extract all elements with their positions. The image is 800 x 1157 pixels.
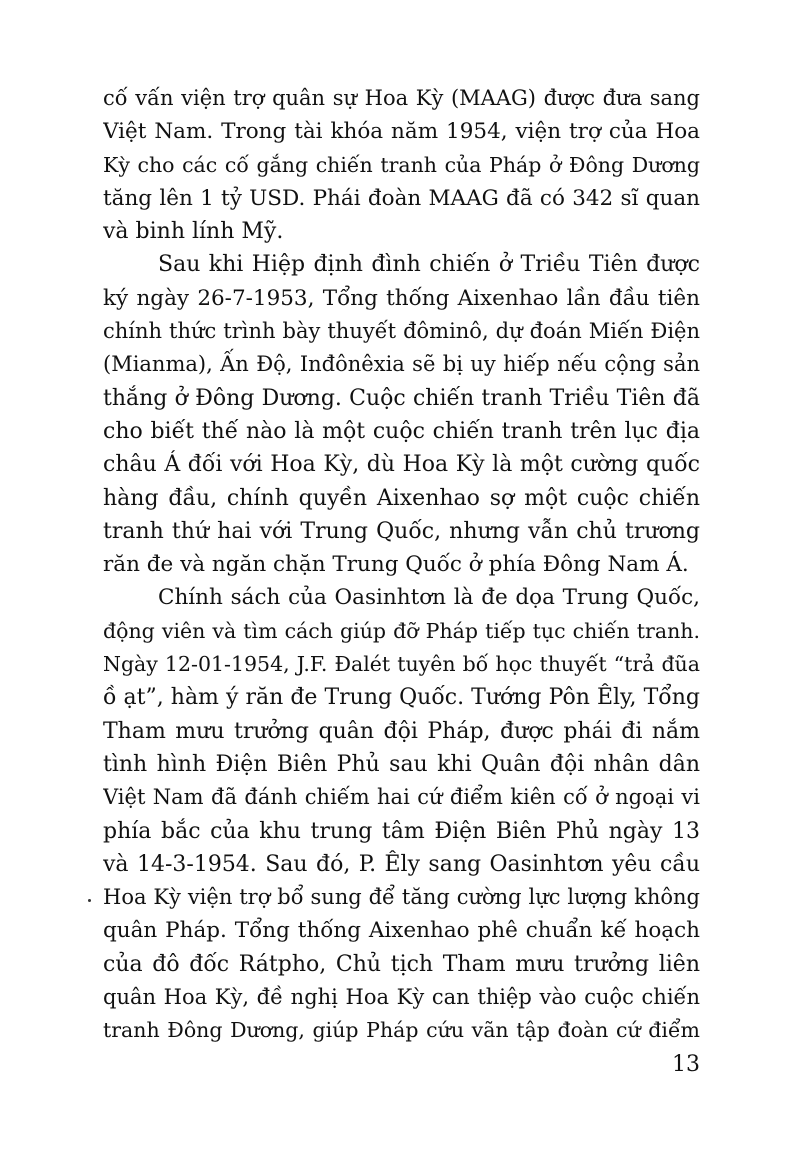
text-line: châu Á đối với Hoa Kỳ, dù Hoa Kỳ là một cường quốc xyxy=(103,452,700,478)
text-line: răn đe và ngăn chặn Trung Quốc ở phía Đông Nam Á. xyxy=(103,552,689,578)
text-line: quân Pháp. Tổng thống Aixenhao phê chuẩn kế hoạch xyxy=(103,918,700,944)
text-line: Việt Nam. Trong tài khóa năm 1954, viện trợ của Hoa xyxy=(103,119,700,145)
page-number: 13 xyxy=(672,1052,700,1077)
text-line: cố vấn viện trợ quân sự Hoa Kỳ (MAAG) được đưa sang xyxy=(103,86,700,110)
text-line: tăng lên 1 tỷ USD. Phái đoàn MAAG đã có 342 sĩ quan xyxy=(103,185,700,211)
text-line: Ngày 12-01-1954, J.F. Đalét tuyên bố học thuyết “trả đũa xyxy=(103,652,700,677)
text-line: Kỳ cho các cố gắng chiến tranh của Pháp ở Đông Dương xyxy=(103,152,700,177)
text-line: tranh Đông Dương, giúp Pháp cứu vãn tập đoàn cứ điểm xyxy=(103,1018,700,1043)
text-line: Chính sách của Oasinhtơn là đe dọa Trung Quốc, xyxy=(158,585,700,611)
paragraph xyxy=(103,82,700,248)
paragraph xyxy=(103,581,700,1047)
text-line: thắng ở Đông Dương. Cuộc chiến tranh Triều Tiên đã xyxy=(103,385,700,411)
text-line: hàng đầu, chính quyền Aixenhao sợ một cuộc chiến xyxy=(103,485,700,511)
scan-speck xyxy=(88,899,91,902)
text-line: tình hình Điện Biên Phủ sau khi Quân đội nhân dân xyxy=(103,751,700,777)
text-line: cho biết thế nào là một cuộc chiến tranh trên lục địa xyxy=(103,418,700,444)
text-line: của đô đốc Rátpho, Chủ tịch Tham mưu trưởng liên xyxy=(103,951,700,977)
text-line: và binh lính Mỹ. xyxy=(103,219,284,245)
text-line: chính thức trình bày thuyết đôminô, dự đoán Miến Điện xyxy=(103,319,700,344)
text-line: và 14-3-1954. Sau đó, P. Êly sang Oasinhtơn yêu cầu xyxy=(103,851,700,877)
text-line: phía bắc của khu trung tâm Điện Biên Phủ ngày 13 xyxy=(103,818,700,844)
text-line: Hoa Kỳ viện trợ bổ sung để tăng cường lực lượng không xyxy=(103,885,700,910)
text-line: Sau khi Hiệp định đình chiến ở Triều Tiên được xyxy=(158,252,700,278)
text-line: ký ngày 26-7-1953, Tổng thống Aixenhao lần đầu tiên xyxy=(103,285,700,311)
text-line: tranh thứ hai với Trung Quốc, nhưng vẫn chủ trương xyxy=(103,518,700,544)
text-line: động viên và tìm cách giúp đỡ Pháp tiếp tục chiến tranh. xyxy=(103,618,700,643)
text-line: (Mianma), Ấn Độ, Inđônêxia sẽ bị uy hiếp nếu cộng sản xyxy=(103,352,700,377)
paragraph xyxy=(103,248,700,581)
page-body xyxy=(103,82,700,1048)
text-line: Tham mưu trưởng quân đội Pháp, được phái đi nắm xyxy=(103,718,700,744)
text-line: ồ ạt”, hàm ý răn đe Trung Quốc. Tướng Pôn Êly, Tổng xyxy=(103,685,700,711)
text-line: Việt Nam đã đánh chiếm hai cứ điểm kiên cố ở ngoại vi xyxy=(103,785,700,810)
text-line: quân Hoa Kỳ, đề nghị Hoa Kỳ can thiệp vào cuộc chiến xyxy=(103,985,700,1010)
